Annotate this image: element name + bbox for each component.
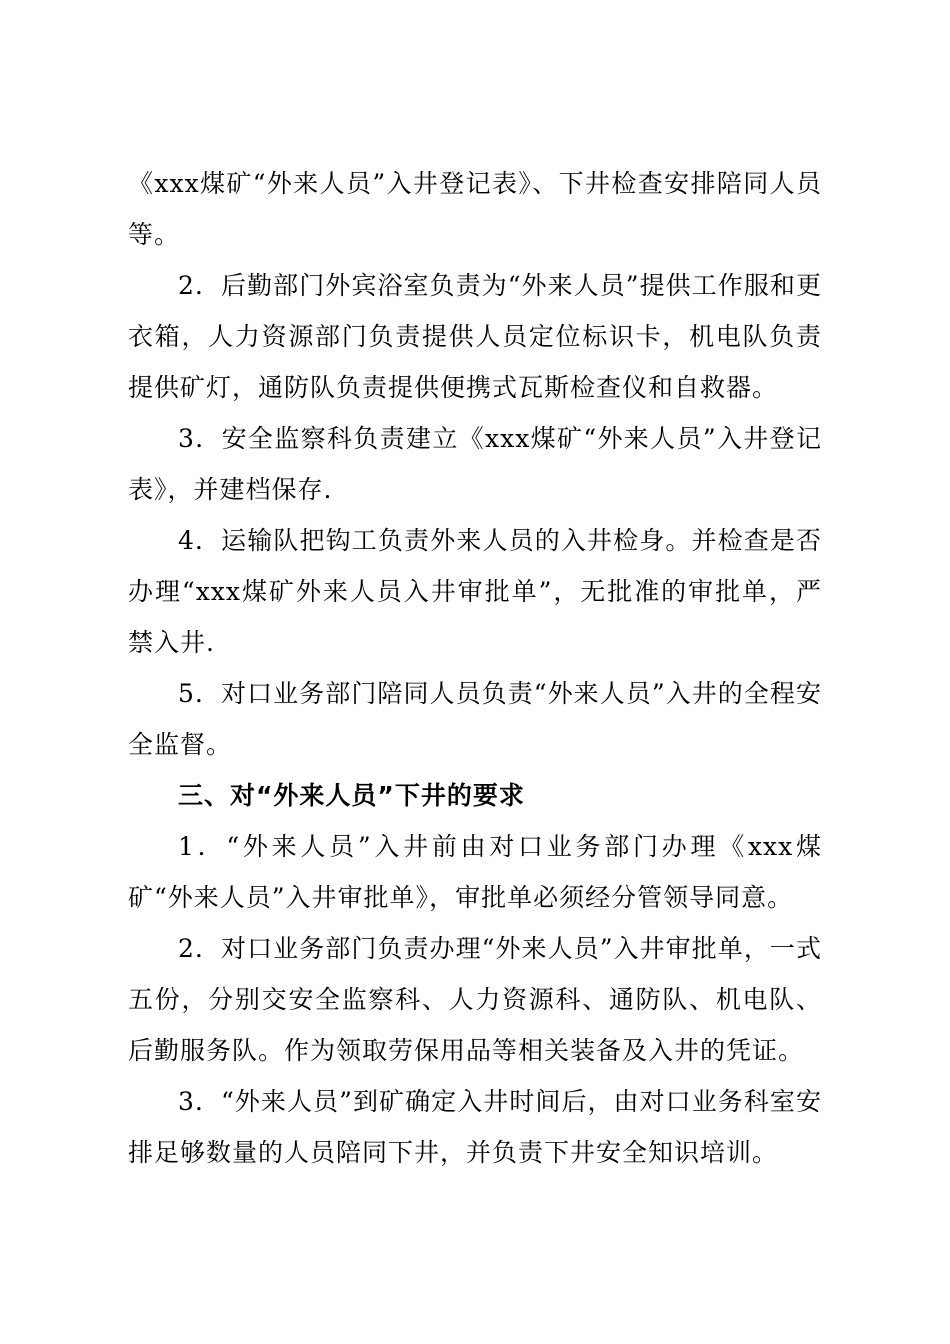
paragraph-item-2: 2．后勤部门外宾浴室负责为“外来人员”提供工作服和更衣箱，人力资源部门负责提供人员定位标识卡，机电队负责提供矿灯，通防队负责提供便携式瓦斯检查仪和自救器。 xyxy=(128,271,822,402)
section-paragraph-2: 2．对口业务部门负责办理“外来人员”入井审批单，一式五份，分别交安全监察科、人力资源科、通防队、机电队、后勤服务队。作为领取劳保用品等相关装备及入井的凭证。 xyxy=(128,934,822,1065)
section-paragraph-3: 3．“外来人员”到矿确定入井时间后，由对口业务科室安排足够数量的人员陪同下井，并负责下井安全知识培训。 xyxy=(128,1087,822,1167)
section-heading: 三、对“外来人员”下井的要求 xyxy=(178,781,525,810)
paragraph-item-3: 3．安全监察科负责建立《xxx煤矿“外来人员”入井登记表》，并建档保存. xyxy=(128,424,822,504)
section-paragraph-1: 1．“外来人员”入井前由对口业务部门办理《xxx煤矿“外来人员”入井审批单》，审批单必须经分管领导同意。 xyxy=(128,832,822,912)
paragraph-item-4: 4．运输队把钩工负责外来人员的入井检身。并检查是否办理“xxx煤矿外来人员入井审批单”，无批准的审批单，严禁入井. xyxy=(128,526,822,657)
paragraph-continued: 《xxx煤矿“外来人员”入井登记表》、下井检查安排陪同人员等。 xyxy=(128,169,822,249)
document-body xyxy=(128,158,822,1178)
paragraph-item-5: 5．对口业务部门陪同人员负责“外来人员”入井的全程安全监督。 xyxy=(128,679,822,759)
